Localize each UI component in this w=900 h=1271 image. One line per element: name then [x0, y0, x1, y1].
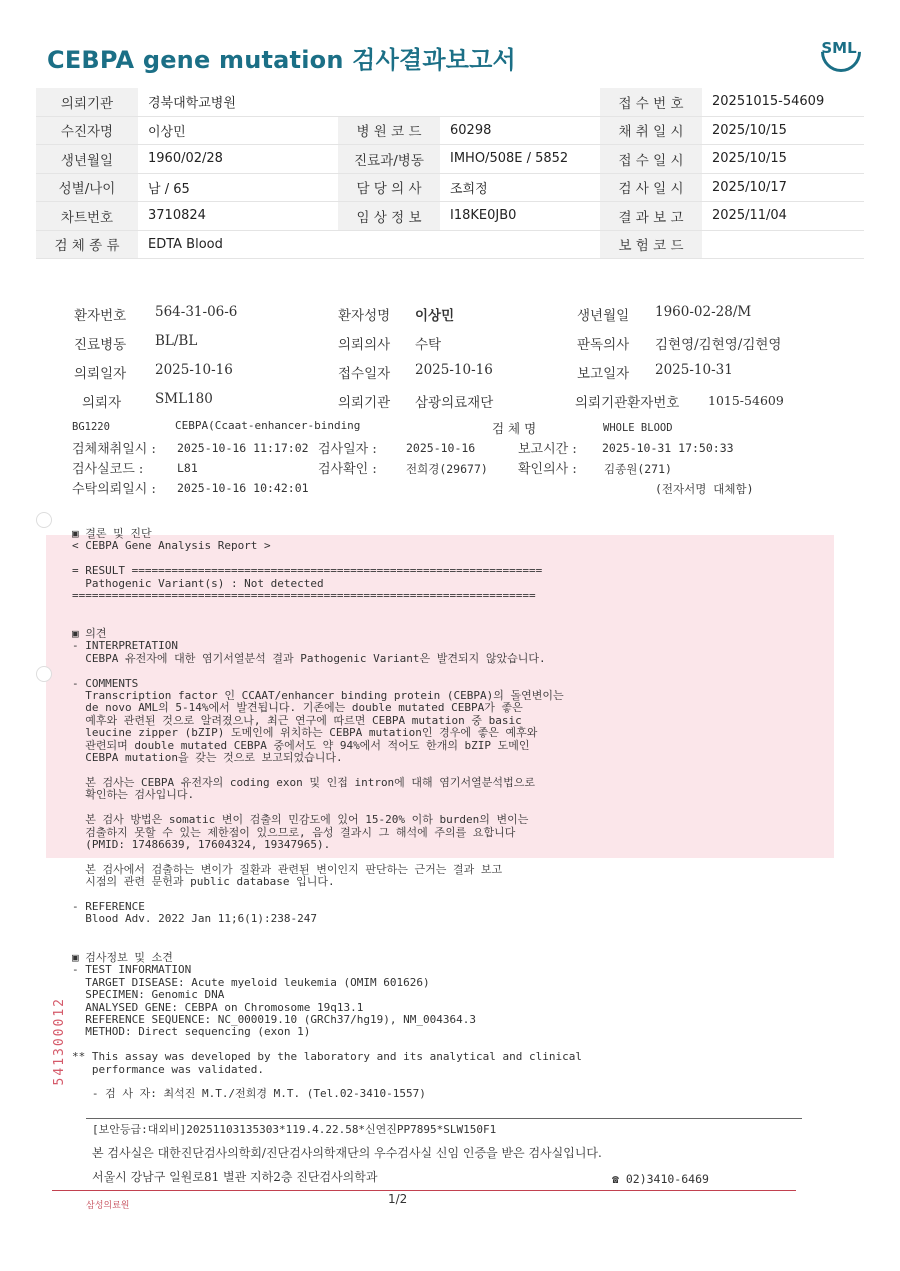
info-label: 진료과/병동 — [338, 145, 440, 174]
logo-text: SML — [821, 39, 857, 57]
exam-date-label: 검사일자 : — [318, 442, 377, 457]
footer-rule — [86, 1118, 802, 1119]
read-doctor: 김현영/김현영/김현영 — [655, 337, 782, 353]
requester-label: 의뢰자 — [82, 395, 122, 411]
info-value: 경북대학교병원 — [138, 88, 338, 116]
info-value — [702, 230, 864, 259]
report-date-label: 보고일자 — [577, 366, 630, 382]
info-label: 검 사 일 시 — [600, 173, 702, 202]
security-code: [보안등급:대외비]20251103135303*119.4.22.58*신연진PP7895*SLW150F1 — [92, 1123, 497, 1136]
patient-no-label: 환자번호 — [74, 308, 127, 324]
requester: SML180 — [155, 391, 213, 407]
certification-note: 본 검사실은 대한진단검사의학회/진단검사의학재단의 우수검사실 신임 인증을 받은 검사실입니다. — [92, 1146, 602, 1160]
info-label: 채 취 일 시 — [600, 116, 702, 145]
lab-code-label: 검사실코드 : — [72, 462, 144, 477]
info-value: I18KE0JB0 — [440, 202, 600, 231]
req-doctor: 수탁 — [415, 337, 442, 353]
patient-name-label: 환자성명 — [338, 308, 391, 324]
info-label — [338, 230, 440, 259]
info-value: 3710824 — [138, 202, 338, 231]
patient-info-table — [36, 88, 864, 259]
info-value: 2025/10/17 — [702, 173, 864, 202]
confirm-doc: 김종원(271) — [604, 462, 672, 476]
info-label — [338, 88, 440, 116]
opinion-section: ▣ 의견 - INTERPRETATION CEBPA 유전자에 대한 염기서열분석 결과 Pathogenic Variant은 발견되지 않았습니다. - COMMENTS Transcription factor 인 CCAAT/enhancer binding protein (CEBPA)의 돌연변이는 de novo AML의 5-14%에서 발견됩니다. 기존에는 double mutated CEBPA가 좋은 예후와 관련된 것으로 알려졌으나, 최근 연구에 따르면 CEBPA mutation 중 basic leucine zipper (bZIP) 도메인에 위치하는 CEBPA mutation인 경우에 좋은 예후와 관련되며 double mutated CEBPA 중에서도 약 94%에서 적어도 한개의 bZIP 도메인 CEBPA mutation을 갖는 것으로 보고되었습니다. 본 검사는 CEBPA 유전자의 coding exon 및 인접 intron에 대해 염기서열분석법으로 확인하는 검사입니다. 본 검사 방법은 somatic 변이 검출의 민감도에 있어 15-20% 이하 burden의 변이는 검출하지 못할 수 있는 제한점이 있으므로, 음성 결과시 그 해석에 주의를 요합니다 (PMID: 17486639, 17604324, 19347965). 본 검사에서 검출하는 변이가 질환과 관련된 변이인지 판단하는 근거는 결과 보고 시점의 관련 문헌과 public database 입니다. - REFERENCE Blood Adv. 2022 Jan 11;6(1):238-247 — [72, 627, 564, 926]
report-time: 2025-10-31 17:50:33 — [602, 441, 734, 455]
collect: 2025-10-16 11:17:02 — [177, 441, 309, 455]
confirm-doc-label: 확인의사 : — [518, 462, 577, 477]
collect-label: 검체채취일시 : — [72, 442, 156, 457]
info-label: 수진자명 — [36, 116, 138, 145]
hospital-name-footer: 삼성의료원 — [86, 1201, 130, 1211]
punch-hole-icon — [36, 666, 52, 682]
footer-red-rule — [52, 1190, 796, 1191]
info-value — [440, 88, 600, 116]
test-name: CEBPA(Ccaat-enhancer-binding — [175, 419, 361, 432]
req-date-label: 의뢰일자 — [74, 366, 127, 382]
conclusion-section: ▣ 결론 및 진단 < CEBPA Gene Analysis Report > = RESULT ============================================================== Pathogenic Variant(s) : Not detected ====================================================================== — [72, 527, 543, 603]
info-value: 2025/11/04 — [702, 202, 864, 231]
test-code: BG1220 — [72, 421, 110, 433]
lab-address: 서울시 강남구 일원로81 별관 지하2층 진단검사의학과 — [92, 1170, 378, 1184]
info-label: 검 체 종 류 — [36, 230, 138, 259]
patient-name: 이상민 — [415, 308, 455, 324]
info-value: 남 / 65 — [138, 173, 338, 202]
info-label: 생년월일 — [36, 145, 138, 174]
info-row — [36, 88, 864, 116]
info-value: 조희정 — [440, 173, 600, 202]
info-label: 병 원 코 드 — [338, 116, 440, 145]
ward: BL/BL — [155, 333, 198, 349]
read-doctor-label: 판독의사 — [577, 337, 630, 353]
info-value: 2025/10/15 — [702, 145, 864, 174]
punch-hole-icon — [36, 512, 52, 528]
info-label: 결 과 보 고 — [600, 202, 702, 231]
info-value: 20251015-54609 — [702, 88, 864, 116]
info-label: 차트번호 — [36, 202, 138, 231]
info-row — [36, 202, 864, 231]
report-title: CEBPA gene mutation 검사결과보고서 — [47, 46, 516, 74]
info-row — [36, 116, 864, 145]
info-label: 담 당 의 사 — [338, 173, 440, 202]
info-row — [36, 173, 864, 202]
info-value: IMHO/508E / 5852 — [440, 145, 600, 174]
req-org-label: 의뢰기관 — [338, 395, 391, 411]
info-value: 60298 — [440, 116, 600, 145]
info-label: 성별/나이 — [36, 173, 138, 202]
info-value: EDTA Blood — [138, 230, 338, 259]
org-patient-no-label: 의뢰기관환자번호 — [575, 395, 680, 411]
recv-date-label: 접수일자 — [338, 366, 391, 382]
info-value: 2025/10/15 — [702, 116, 864, 145]
info-value: 이상민 — [138, 116, 338, 145]
ward-label: 진료병동 — [74, 337, 127, 353]
side-barcode-number: 541300012 — [52, 997, 67, 1086]
info-value — [440, 230, 600, 259]
page-number: 1/2 — [388, 1192, 408, 1206]
org-patient-no: 1015-54609 — [708, 393, 784, 408]
exam-date: 2025-10-16 — [406, 441, 476, 455]
info-value: 1960/02/28 — [138, 145, 338, 174]
consign-label: 수탁의뢰일시 : — [72, 482, 156, 497]
info-row — [36, 145, 864, 174]
consign: 2025-10-16 10:42:01 — [177, 481, 309, 495]
scanned-report — [0, 280, 900, 1220]
info-label: 접 수 번 호 — [600, 88, 702, 116]
req-doctor-label: 의뢰의사 — [338, 337, 391, 353]
report-date: 2025-10-31 — [655, 362, 733, 378]
specimen: WHOLE BLOOD — [603, 422, 673, 434]
info-label: 의뢰기관 — [36, 88, 138, 116]
info-label: 접 수 일 시 — [600, 145, 702, 174]
info-label: 보 험 코 드 — [600, 230, 702, 259]
test-info-section: ▣ 검사정보 및 소견 - TEST INFORMATION TARGET DISEASE: Acute myeloid leukemia (OMIM 601626) SPECIMEN: Genomic DNA ANALYSED GENE: CEBPA on Chromosome 19q13.1 REFERENCE SEQUENCE: NC_000019.10 (GRCh37/hg19), NM_004364.3 METHOD: Direct sequencing (exon 1) ** This assay was developed by the laboratory and its analytical and clinical performance was validated. - 검 사 자: 최석진 M.T./전희경 M.T. (Tel.02-3410-1557) — [72, 951, 582, 1101]
report-time-label: 보고시간 : — [518, 442, 577, 457]
exam-confirm-label: 검사확인 : — [318, 462, 377, 477]
req-org: 삼광의료재단 — [415, 395, 494, 411]
recv-date: 2025-10-16 — [415, 362, 493, 378]
req-date: 2025-10-16 — [155, 362, 233, 378]
lab-code: L81 — [177, 461, 198, 475]
info-row — [36, 230, 864, 259]
esign-note: (전자서명 대체함) — [655, 482, 754, 496]
exam-confirm: 전희경(29677) — [406, 462, 488, 476]
dob: 1960-02-28/M — [655, 304, 752, 320]
dob-label: 생년월일 — [577, 308, 630, 324]
specimen-label: 검 체 명 — [492, 421, 537, 436]
info-label: 임 상 정 보 — [338, 202, 440, 231]
sml-logo — [816, 30, 862, 76]
patient-no: 564-31-06-6 — [155, 304, 238, 320]
lab-phone: ☎ 02)3410-6469 — [612, 1172, 709, 1186]
